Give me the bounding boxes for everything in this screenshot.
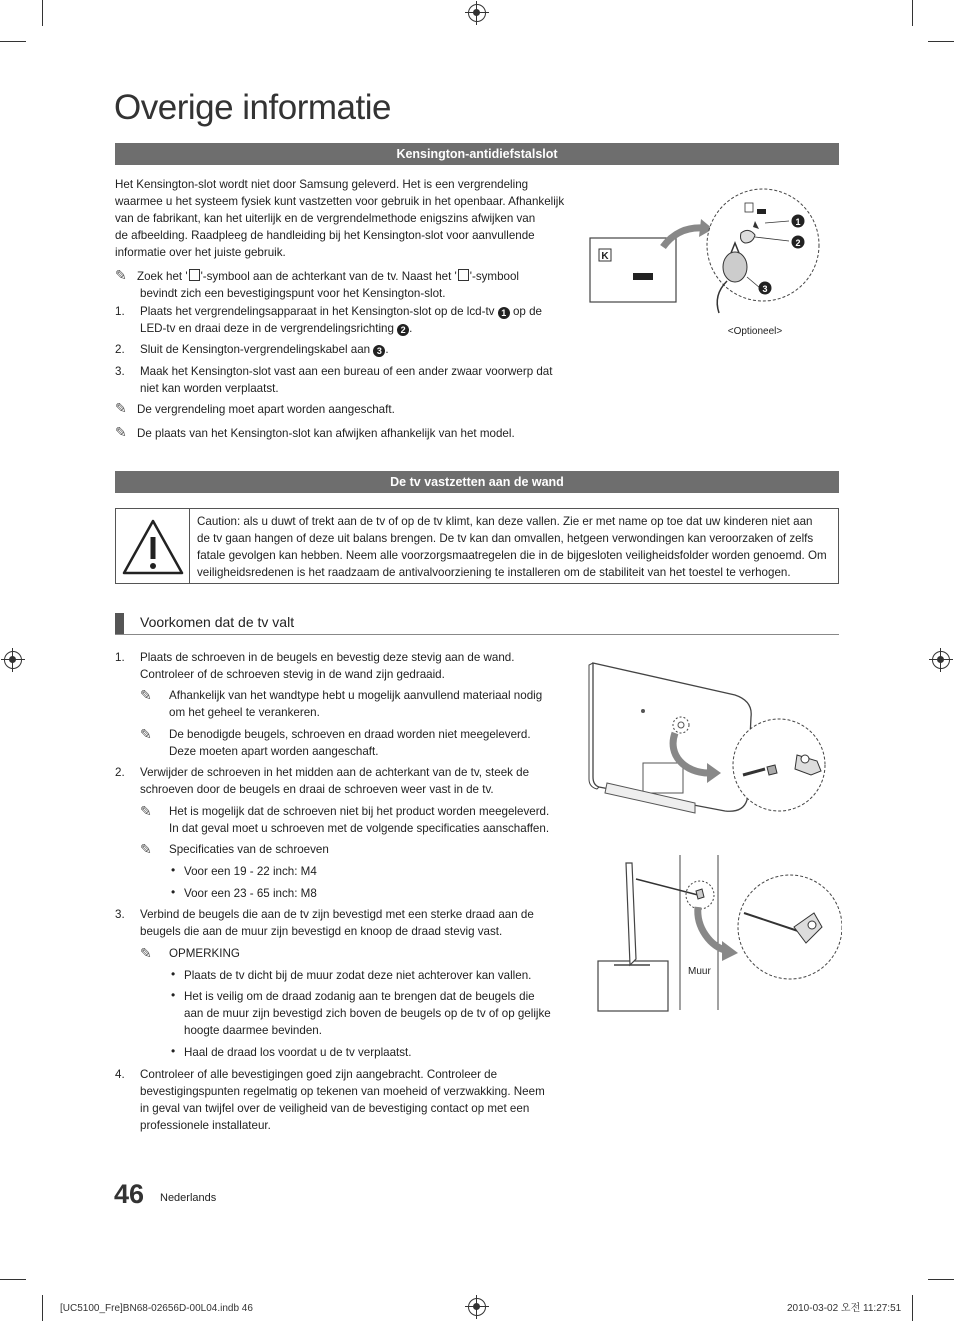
kensington-step-2 [115,341,575,358]
kensington-note-location [115,424,575,442]
text: De vergrendeling moet apart worden aangeschaft. [137,403,395,416]
pencil-note-icon: ✎ [115,424,127,440]
text-line: Het Kensington-slot wordt niet door Samsung geleverd. Het is een vergrendeling [115,178,529,191]
wall-step-1-note-2 [140,726,570,760]
text: De plaats van het Kensington-slot kan afwijken afhankelijk van het model. [137,427,515,440]
kensington-note-symbol [115,267,575,302]
step-number: 2. [115,766,125,779]
registration-mark-icon [468,1298,486,1316]
text-line: Verwijder de schroeven in het midden aan de achterkant van de tv, steek de [140,766,530,779]
kensington-lock-illustration [585,185,825,345]
section-heading-kensington: Kensington-antidiefstalslot [115,143,839,165]
text-line: Plaats de schroeven in de beugels en bevestig deze stevig aan de wand. [140,651,515,664]
registration-mark-icon [932,651,950,669]
crop-mark [42,1295,43,1321]
step-number: 3. [115,365,125,378]
wall-label: Muur [688,966,711,977]
crop-mark [912,1295,913,1321]
text-line: In dat geval moet u schroeven met de volgende specificaties aanschaffen. [169,822,550,835]
text-line: de afbeelding. Raadpleeg de handleiding bij het Kensington-slot voor aanvullende [115,229,535,242]
caution-label: Caution [197,515,237,528]
subheading [115,611,839,635]
kensington-step-1 [115,303,575,337]
crop-mark [912,0,913,26]
wall-step-2 [115,764,575,798]
subheading-bar [115,613,124,634]
caution-box [115,508,839,584]
callout-3-icon: 3 [373,345,385,357]
text-line: de tv gaan hangen of deze uit balans brengen. De tv kan dan omvallen, hetgeen verwondingen kan veroorzaken of zelfs [197,532,814,545]
step-number: 1. [115,305,125,318]
text-line: bevestigingspunten regelmatig op tekenen van moeheid of verzwakking. Neem [140,1085,545,1098]
kensington-intro [115,176,565,261]
text-line: schroeven door de beugels en draai de schroeven weer vast in de tv. [140,783,494,796]
text-line: Deze moeten apart worden aangeschaft. [169,745,379,758]
caution-icon-cell [116,509,190,583]
text: Sluit de Kensington-vergrendelingskabel aan [140,343,371,356]
wall-step-2-note-2 [140,841,570,858]
text-line: De benodigde beugels, schroeven en draad worden niet meegeleverd. [169,728,531,741]
list-item: • Haal de draad los voordat u de tv verplaatst. [184,1044,564,1061]
wall-step-1-note-1 [140,687,570,721]
pencil-note-icon: ✎ [140,726,152,742]
pencil-note-icon: ✎ [140,841,152,857]
page-title: Overige informatie [114,88,391,127]
print-file-info: [UC5100_Fre]BN68-02656D-00L04.indb 46 [60,1303,253,1314]
list-item: • Voor een 23 - 65 inch: M8 [184,885,564,902]
list-item: • Voor een 19 - 22 inch: M4 [184,863,564,880]
list-item [184,988,564,1039]
text-line: professionele installateur. [140,1119,271,1132]
text-line: fatale gevolgen kan hebben. Neem alle voorzorgsmaatregelen die in de bijgesloten veiligheidsfolder worden genoemd. Om [197,549,827,562]
print-datetime: 2010-03-02 오전 11:27:51 [787,1303,902,1314]
text: . [385,343,389,356]
page-number: 46 [114,1179,145,1209]
text-line: om het geheel te verankeren. [169,706,320,719]
callout-1-icon: 1 [795,217,801,227]
callout-1-icon: 1 [498,307,510,319]
text-line: aan de muur zijn bevestigd zich boven de beugels op de tv of op gelijke [184,1007,551,1020]
figure-caption: <Optioneel> [727,326,783,337]
callout-3-icon: 3 [762,284,768,294]
callout-2-icon: 2 [397,324,409,336]
step-number: 1. [115,651,125,664]
text-line: Controleer of de schroeven stevig in de wand zijn gedraaid. [140,668,445,681]
text: Zoek het ' [137,270,188,283]
step-number: 3. [115,908,125,921]
text-line: bevindt zich een bevestigingspunt voor het Kensington-slot. [140,287,446,300]
wall-step-3-note [140,945,570,962]
text: : als u duwt of trekt aan de tv of op de tv klimt, kan deze vallen. Zie er met name op toe dat uw kinderen niet aan [236,515,813,528]
text: op de [512,305,542,318]
text-line: beugels die aan de muur zijn bevestigd en knoop de draad stevig vast. [140,925,503,938]
tv-back-bracket-illustration [585,655,845,830]
caution-text [197,513,833,581]
kensington-step-3 [115,363,575,397]
crop-mark [0,1279,26,1280]
registration-mark-icon [4,651,22,669]
crop-mark [42,0,43,26]
kensington-symbol-icon [458,269,469,281]
text-line: in geval van twijfel over de veiligheid van de bevestiging contact op met een [140,1102,530,1115]
text-line: hoogte daarmee bevinden. [184,1024,322,1037]
crop-mark [928,1279,954,1280]
crop-mark [0,41,26,42]
crop-mark [928,41,954,42]
page-language: Nederlands [160,1192,217,1204]
step-number: 2. [115,343,125,356]
text: Plaats het vergrendelingsapparaat in het Kensington-slot op de lcd-tv [140,305,495,318]
wall-step-2-note-1 [140,803,570,837]
text-line: Controleer of alle bevestigingen goed zijn aangebracht. Controleer de [140,1068,498,1081]
registration-mark-icon [468,4,486,22]
kensington-note-purchase [115,400,575,418]
text-line: van de fabrikant, kan het uiterlijk en de vergrendelmethode enigszins afwijken van [115,212,536,225]
pencil-note-icon: ✎ [140,687,152,703]
pencil-note-icon: ✎ [115,267,127,283]
text-line: Afhankelijk van het wandtype hebt u mogelijk aanvullend materiaal nodig [169,689,543,702]
text-line: informatie over het juiste gebruik. [115,246,286,259]
text-line: Het is mogelijk dat de schroeven niet bij het product worden meegeleverd. [169,805,550,818]
step-number: 4. [115,1068,125,1081]
pencil-note-icon: ✎ [140,945,152,961]
section-heading-wall: De tv vastzetten aan de wand [115,471,839,493]
text-line: waarmee u het systeem fysiek kunt vastzetten voor gebruik in het openbaar. Afhankelijk [115,195,565,208]
text-line: Verbind de beugels die aan de tv zijn bevestigd met een sterke draad aan de [140,908,534,921]
wall-wire-illustration [592,855,842,1015]
text-line: Specificaties van de schroeven [169,843,329,856]
pencil-note-icon: ✎ [115,400,127,416]
text-line: veiligheidsredenen is het raadzaam de antivalvoorziening te installeren om de stabiliteit van het toestel te verhogen. [197,566,791,579]
text: . [409,322,413,335]
text: '-symbool aan de achterkant van de tv. Naast het ' [200,270,457,283]
text-line: • Het is veilig om de draad zodanig aan te brengen dat de beugels die [184,990,535,1003]
wall-step-1 [115,649,575,683]
k-symbol-label: K [601,251,609,262]
wall-step-3 [115,906,575,940]
warning-triangle-icon [116,509,190,583]
note-label: OPMERKING [169,947,240,960]
kensington-symbol-icon [189,269,200,281]
pencil-note-icon: ✎ [140,803,152,819]
text: LED-tv en draai deze in de vergrendelingsrichting [140,322,394,335]
text-line: Maak het Kensington-slot vast aan een bureau of een ander zwaar voorwerp dat [140,365,553,378]
list-item: • Plaats de tv dicht bij de muur zodat deze niet achterover kan vallen. [184,967,564,984]
wall-step-4 [115,1066,575,1134]
subheading-text: Voorkomen dat de tv valt [140,614,295,630]
callout-2-icon: 2 [795,238,801,248]
text: '-symbool [469,270,520,283]
text-line: niet kan worden verplaatst. [140,382,279,395]
